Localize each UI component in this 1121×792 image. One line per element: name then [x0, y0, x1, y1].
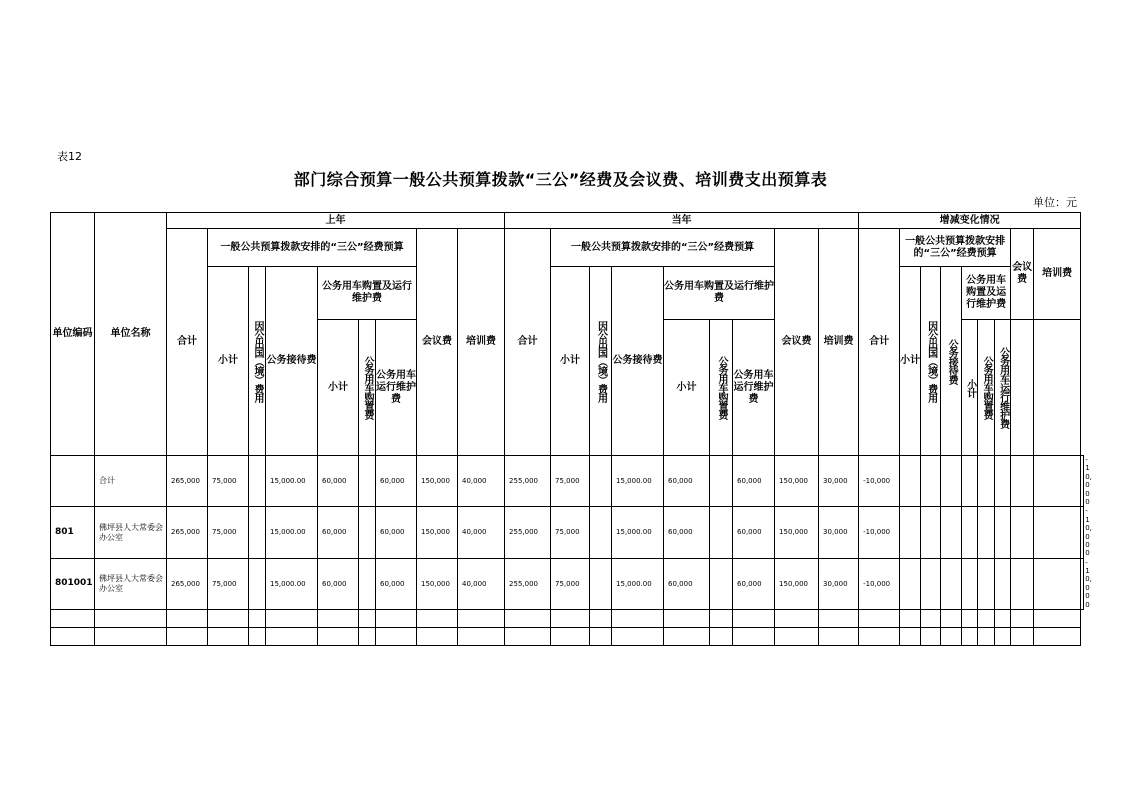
empty-cell — [612, 628, 664, 646]
empty-cell — [819, 628, 859, 646]
header-ty-sangong: 一般公共预算拨款安排的“三公”经费预算 — [551, 229, 775, 267]
empty-cell — [51, 628, 95, 646]
value-cell: 75,000 — [551, 507, 590, 558]
table-number: 表12 — [57, 150, 82, 163]
value-cell: 40,000 — [458, 558, 505, 609]
empty-cell — [1011, 628, 1034, 646]
value-cell — [921, 558, 941, 609]
value-cell — [1011, 456, 1034, 507]
empty-cell — [1034, 610, 1081, 628]
value-cell — [1011, 558, 1034, 609]
unit-name-cell: 佛坪县人大常委会办公室 — [95, 507, 167, 558]
value-cell — [900, 558, 921, 609]
empty-cell — [95, 610, 167, 628]
empty-cell — [417, 610, 458, 628]
empty-cell — [900, 610, 921, 628]
header-ch-training-blank — [1034, 320, 1081, 456]
value-cell — [359, 507, 376, 558]
empty-cell — [376, 610, 417, 628]
empty-cell — [1011, 610, 1034, 628]
empty-cell — [551, 628, 590, 646]
header-ch-total: 合计 — [859, 229, 900, 456]
value-cell: 150,000 — [417, 558, 458, 609]
unit-code-cell: 801001 — [51, 558, 95, 609]
empty-cell — [359, 610, 376, 628]
empty-row — [51, 628, 1084, 646]
value-cell: 60,000 — [664, 456, 710, 507]
header-this-year: 当年 — [505, 213, 859, 229]
value-cell: 150,000 — [775, 456, 819, 507]
page-title: 部门综合预算一般公共预算拨款“三公”经费及会议费、培训费支出预算表 — [293, 170, 828, 189]
header-ly-overseas: 因公出国（境）费用 — [249, 267, 266, 456]
value-cell — [941, 456, 962, 507]
value-cell — [995, 507, 1011, 558]
empty-cell — [710, 610, 733, 628]
empty-cell — [710, 628, 733, 646]
value-cell: 150,000 — [775, 558, 819, 609]
value-cell: 40,000 — [458, 507, 505, 558]
empty-cell — [921, 610, 941, 628]
value-cell — [978, 456, 995, 507]
value-cell: 60,000 — [733, 558, 775, 609]
value-cell: 265,000 — [167, 456, 208, 507]
value-cell: 75,000 — [208, 456, 249, 507]
header-ly-reception: 公务接待费 — [266, 267, 318, 456]
value-cell — [249, 507, 266, 558]
value-cell — [900, 507, 921, 558]
empty-cell — [376, 628, 417, 646]
value-cell: 30,000 — [819, 558, 859, 609]
header-change: 增减变化情况 — [859, 213, 1081, 229]
header-ly-training: 培训费 — [458, 229, 505, 456]
value-cell: 60,000 — [733, 456, 775, 507]
value-cell — [249, 456, 266, 507]
empty-cell — [95, 628, 167, 646]
header-ly-meeting: 会议费 — [417, 229, 458, 456]
empty-cell — [590, 628, 612, 646]
value-cell — [962, 558, 978, 609]
empty-cell — [505, 610, 551, 628]
empty-cell — [995, 610, 1011, 628]
empty-cell — [208, 610, 249, 628]
header-ty-training: 培训费 — [819, 229, 859, 456]
value-cell: -10,000 — [1081, 456, 1084, 507]
value-cell: 60,000 — [376, 456, 417, 507]
header-ch-vehicle-operation: 公务用车运行维护费 — [995, 320, 1011, 456]
value-cell — [921, 507, 941, 558]
header-ty-overseas: 因公出国（境）费用 — [590, 267, 612, 456]
empty-cell — [318, 610, 359, 628]
header-ly-sangong: 一般公共预算拨款安排的“三公”经费预算 — [208, 229, 417, 267]
value-cell: 15,000.00 — [266, 558, 318, 609]
value-cell: 30,000 — [819, 456, 859, 507]
unit-code-cell — [51, 456, 95, 507]
value-cell: 75,000 — [208, 507, 249, 558]
empty-cell — [359, 628, 376, 646]
value-cell: 15,000.00 — [266, 456, 318, 507]
unit-code-cell: 801 — [51, 507, 95, 558]
header-last-year: 上年 — [167, 213, 505, 229]
budget-table — [50, 212, 1092, 646]
empty-cell — [664, 628, 710, 646]
empty-cell — [266, 610, 318, 628]
value-cell — [1034, 507, 1081, 558]
value-cell: 15,000.00 — [612, 558, 664, 609]
header-ch-meeting-blank — [1011, 320, 1034, 456]
value-cell: 255,000 — [505, 456, 551, 507]
value-cell: 15,000.00 — [612, 456, 664, 507]
value-cell: 60,000 — [376, 507, 417, 558]
header-ch-vehicle: 公务用车购置及运行维护费 — [962, 267, 1011, 320]
value-cell: 265,000 — [167, 507, 208, 558]
value-cell — [921, 456, 941, 507]
header-ty-subtotal: 小计 — [551, 267, 590, 456]
value-cell: 255,000 — [505, 558, 551, 609]
empty-cell — [733, 610, 775, 628]
header-ch-vehicle-purchase: 公务用车购置费 — [978, 320, 995, 456]
empty-cell — [664, 610, 710, 628]
empty-cell — [900, 628, 921, 646]
value-cell — [359, 456, 376, 507]
value-cell: 150,000 — [775, 507, 819, 558]
header-ty-vehicle-operation: 公务用车运行维护费 — [733, 320, 775, 456]
empty-cell — [859, 610, 900, 628]
empty-cell — [995, 628, 1011, 646]
value-cell — [710, 558, 733, 609]
value-cell — [590, 558, 612, 609]
value-cell — [710, 507, 733, 558]
value-cell — [900, 456, 921, 507]
empty-cell — [941, 610, 962, 628]
header-ty-total: 合计 — [505, 229, 551, 456]
header-unit-name: 单位名称 — [95, 213, 167, 456]
value-cell — [995, 558, 1011, 609]
empty-cell — [590, 610, 612, 628]
unit-label: 单位：元 — [1033, 196, 1077, 209]
empty-row — [51, 610, 1084, 628]
header-ly-vehicle-purchase: 公务用车购置费 — [359, 320, 376, 456]
empty-cell — [208, 628, 249, 646]
value-cell: 15,000.00 — [612, 507, 664, 558]
header-ch-meeting: 会议费 — [1011, 229, 1034, 320]
empty-cell — [51, 610, 95, 628]
empty-cell — [249, 610, 266, 628]
value-cell: 60,000 — [664, 507, 710, 558]
value-cell: 265,000 — [167, 558, 208, 609]
empty-cell — [167, 610, 208, 628]
value-cell: 60,000 — [318, 507, 359, 558]
header-unit-code: 单位编码 — [51, 213, 95, 456]
empty-cell — [318, 628, 359, 646]
empty-cell — [458, 610, 505, 628]
empty-cell — [775, 628, 819, 646]
value-cell — [710, 456, 733, 507]
value-cell: 75,000 — [208, 558, 249, 609]
value-cell — [962, 456, 978, 507]
empty-cell — [941, 628, 962, 646]
empty-cell — [417, 628, 458, 646]
value-cell — [590, 507, 612, 558]
value-cell — [941, 558, 962, 609]
empty-cell — [733, 628, 775, 646]
value-cell: 75,000 — [551, 456, 590, 507]
header-ly-vehicle-subtotal: 小计 — [318, 320, 359, 456]
unit-name-cell: 合计 — [95, 456, 167, 507]
header-ty-vehicle-purchase: 公务用车购置费 — [710, 320, 733, 456]
value-cell — [941, 507, 962, 558]
empty-cell — [612, 610, 664, 628]
empty-cell — [167, 628, 208, 646]
value-cell — [590, 456, 612, 507]
value-cell: 255,000 — [505, 507, 551, 558]
value-cell — [978, 558, 995, 609]
value-cell — [978, 507, 995, 558]
value-cell: -10,000 — [859, 456, 900, 507]
value-cell: 60,000 — [733, 507, 775, 558]
value-cell — [995, 456, 1011, 507]
empty-cell — [962, 610, 978, 628]
table-row — [51, 456, 1084, 507]
empty-cell — [859, 628, 900, 646]
header-ly-total: 合计 — [167, 229, 208, 456]
header-ly-vehicle-operation: 公务用车运行维护费 — [376, 320, 417, 456]
value-cell — [962, 507, 978, 558]
value-cell: 150,000 — [417, 507, 458, 558]
value-cell: 150,000 — [417, 456, 458, 507]
value-cell: 15,000.00 — [266, 507, 318, 558]
value-cell: 40,000 — [458, 456, 505, 507]
value-cell: 60,000 — [376, 558, 417, 609]
table-row — [51, 507, 1084, 558]
value-cell — [359, 558, 376, 609]
empty-cell — [249, 628, 266, 646]
empty-cell — [978, 628, 995, 646]
header-ty-meeting: 会议费 — [775, 229, 819, 456]
empty-cell — [962, 628, 978, 646]
header-ly-subtotal: 小计 — [208, 267, 249, 456]
value-cell — [1011, 507, 1034, 558]
header-ch-vehicle-subtotal: 小计 — [962, 320, 978, 456]
empty-cell — [921, 628, 941, 646]
header-ty-reception: 公务接待费 — [612, 267, 664, 456]
empty-cell — [266, 628, 318, 646]
header-ch-subtotal: 小计 — [900, 267, 921, 456]
empty-cell — [1034, 628, 1081, 646]
value-cell — [1034, 558, 1081, 609]
header-ch-training: 培训费 — [1034, 229, 1081, 320]
value-cell: 60,000 — [664, 558, 710, 609]
value-cell — [249, 558, 266, 609]
value-cell: -10,000 — [859, 558, 900, 609]
value-cell: 60,000 — [318, 456, 359, 507]
value-cell: 60,000 — [318, 558, 359, 609]
value-cell: 30,000 — [819, 507, 859, 558]
header-ch-reception: 公务接待费 — [941, 267, 962, 456]
header-ch-overseas: 因公出国（境）费用 — [921, 267, 941, 456]
empty-cell — [775, 610, 819, 628]
header-ty-vehicle: 公务用车购置及运行维护费 — [664, 267, 775, 320]
table-row — [51, 558, 1084, 609]
value-cell: -10,000 — [859, 507, 900, 558]
empty-cell — [819, 610, 859, 628]
value-cell: 75,000 — [551, 558, 590, 609]
header-ly-vehicle: 公务用车购置及运行维护费 — [318, 267, 417, 320]
table-body — [51, 456, 1092, 646]
header-ty-vehicle-subtotal: 小计 — [664, 320, 710, 456]
value-cell: -10,000 — [1081, 507, 1084, 558]
empty-cell — [551, 610, 590, 628]
empty-cell — [458, 628, 505, 646]
value-cell: -10,000 — [1081, 558, 1084, 609]
header-ch-sangong: 一般公共预算拨款安排的“三公”经费预算 — [900, 229, 1011, 267]
unit-name-cell: 佛坪县人大常委会办公室 — [95, 558, 167, 609]
value-cell — [1034, 456, 1081, 507]
empty-cell — [978, 610, 995, 628]
empty-cell — [505, 628, 551, 646]
